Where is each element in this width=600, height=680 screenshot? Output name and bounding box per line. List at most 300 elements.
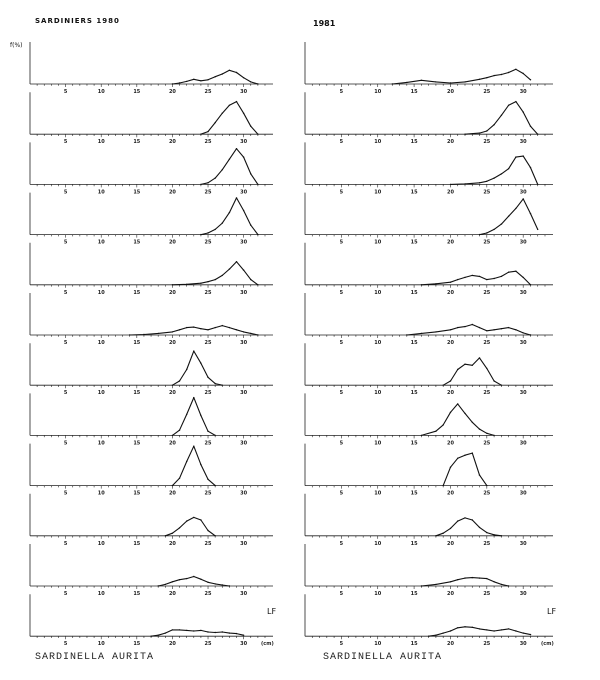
x-tick-label: 15 [410,540,418,547]
x-tick-label: 25 [483,440,491,447]
data-point [207,582,208,583]
x-tick-label: 10 [374,89,382,95]
lf-label: LF [267,607,277,617]
x-tick-label: 20 [446,540,454,547]
data-point [508,105,509,106]
data-point [222,73,223,74]
data-point [215,177,216,178]
frequency-curve [465,102,538,135]
data-point [193,630,194,631]
data-point [179,329,180,330]
data-point [515,156,516,157]
data-point [508,216,509,217]
data-point [172,435,173,436]
data-point [530,126,531,127]
data-point [250,81,251,82]
data-point [179,478,180,479]
x-tick-label: 25 [483,189,491,196]
x-tick-label: 10 [97,440,105,447]
data-point [200,363,201,364]
data-point [472,422,473,423]
unit-label: (cm) [261,641,274,648]
data-point [508,628,509,629]
data-point [179,380,180,381]
data-point [200,630,201,631]
data-point [215,327,216,328]
data-point [530,167,531,168]
data-point [493,75,494,76]
frequency-curve [443,358,501,385]
data-point [464,455,465,456]
x-tick-label: 10 [374,289,382,296]
data-point [207,281,208,282]
x-tick-label: 15 [133,239,141,246]
x-tick-label: 10 [97,239,105,246]
data-point [486,433,487,434]
x-tick-label: 30 [519,390,527,397]
data-point [435,283,436,284]
data-point [143,334,144,335]
data-point [200,234,201,235]
x-tick-label: 10 [374,490,382,497]
data-point [250,225,251,226]
data-point [207,431,208,432]
x-tick-label: 10 [374,239,382,246]
data-point [464,577,465,578]
data-point [537,134,538,135]
data-point [450,380,451,381]
data-point [523,111,524,112]
data-point [443,632,444,633]
data-point [179,579,180,580]
data-point [229,632,230,633]
x-tick-label: 15 [410,89,418,95]
x-tick-label: 5 [339,591,344,597]
data-point [193,397,194,398]
data-point [236,148,237,149]
frequency-curve [172,446,215,485]
data-point [257,83,258,84]
data-point [186,520,187,521]
frequency-curve [172,262,258,285]
data-point [186,284,187,285]
data-point [515,69,516,70]
x-tick-label: 20 [168,540,176,547]
data-point [457,579,458,580]
data-point [186,630,187,631]
data-point [508,272,509,273]
x-tick-label: 10 [97,89,105,95]
x-tick-label: 25 [204,189,212,196]
data-point [215,229,216,230]
data-point [222,631,223,632]
x-tick-label: 10 [97,641,105,648]
data-point [435,81,436,82]
data-point [486,368,487,369]
data-point [450,282,451,283]
x-tick-label: 30 [519,591,527,597]
data-point [493,229,494,230]
data-point [457,627,458,628]
x-tick-label: 5 [63,239,68,246]
x-tick-label: 30 [240,540,248,547]
data-point [421,80,422,81]
x-tick-label: 20 [168,591,176,597]
x-tick-label: 20 [446,289,454,296]
x-tick-label: 5 [339,641,344,648]
frequency-curve [392,69,530,84]
x-tick-label: 25 [204,390,212,397]
data-point [523,277,524,278]
x-tick-label: 30 [519,139,527,146]
data-point [165,535,166,536]
data-point [472,627,473,628]
data-point [486,330,487,331]
data-point [435,331,436,332]
data-point [523,198,524,199]
data-point [229,212,230,213]
x-tick-label: 5 [63,390,68,397]
x-tick-label: 20 [446,239,454,246]
data-point [236,261,237,262]
y-axis-label: f(%) [10,42,23,49]
x-tick-label: 20 [168,340,176,346]
data-point [243,269,244,270]
x-tick-label: 5 [339,440,344,447]
x-tick-label: 10 [97,289,105,296]
data-point [215,76,216,77]
x-tick-label: 10 [97,540,105,547]
x-tick-label: 25 [483,490,491,497]
x-tick-label: 20 [168,189,176,196]
data-point [257,134,258,135]
data-point [200,519,201,520]
x-tick-label: 25 [204,239,212,246]
x-tick-label: 5 [339,139,344,146]
data-point [406,82,407,83]
data-point [508,585,509,586]
frequency-curve [421,578,508,586]
data-point [229,585,230,586]
data-point [236,72,237,73]
x-tick-label: 25 [204,139,212,146]
data-point [207,479,208,480]
data-point [479,474,480,475]
data-point [207,182,208,183]
data-point [450,184,451,185]
x-tick-label: 15 [410,239,418,246]
x-tick-label: 15 [410,641,418,648]
frequency-curve [201,198,258,235]
lf-label: LF [547,607,557,617]
x-tick-label: 5 [63,591,68,597]
right-species-label: SARDINELLA AURITA [323,652,443,663]
data-point [250,126,251,127]
data-point [493,380,494,381]
data-point [443,533,444,534]
x-tick-label: 10 [374,390,382,397]
x-tick-label: 15 [410,139,418,146]
data-point [472,577,473,578]
data-point [421,333,422,334]
data-point [421,435,422,436]
data-point [486,485,487,486]
data-point [530,334,531,335]
x-tick-label: 20 [446,189,454,196]
data-point [179,527,180,528]
x-tick-label: 5 [63,641,68,648]
x-tick-label: 20 [446,89,454,95]
x-tick-label: 5 [63,289,68,296]
x-tick-label: 10 [97,490,105,497]
data-point [464,183,465,184]
x-tick-label: 15 [133,340,141,346]
data-point [186,369,187,370]
data-point [450,412,451,413]
data-point [172,533,173,534]
data-point [186,461,187,462]
data-point [443,485,444,486]
data-point [464,134,465,135]
x-tick-label: 5 [339,189,344,196]
x-tick-label: 15 [133,139,141,146]
data-point [207,631,208,632]
data-point [172,331,173,332]
data-point [457,403,458,404]
x-tick-label: 30 [240,490,248,497]
data-point [537,229,538,230]
data-point [179,430,180,431]
x-tick-label: 30 [240,591,248,597]
data-point [501,584,502,585]
data-point [243,635,244,636]
data-point [200,283,201,284]
data-point [443,424,444,425]
data-point [523,73,524,74]
data-point [229,70,230,71]
frequency-curve [443,453,487,486]
x-tick-label: 25 [204,89,212,95]
data-point [530,284,531,285]
x-tick-label: 30 [519,89,527,95]
x-tick-label: 15 [133,591,141,597]
x-tick-label: 30 [240,289,248,296]
x-tick-label: 20 [168,390,176,397]
data-point [486,629,487,630]
data-point [250,173,251,174]
data-point [486,279,487,280]
data-point [236,197,237,198]
data-point [479,327,480,328]
data-point [428,636,429,637]
x-tick-label: 30 [240,641,248,648]
x-tick-label: 5 [339,89,344,95]
data-point [215,583,216,584]
x-tick-label: 30 [519,189,527,196]
data-point [486,532,487,533]
x-tick-label: 10 [374,139,382,146]
data-point [172,581,173,582]
data-point [450,630,451,631]
frequency-curve [436,518,502,536]
data-point [406,334,407,335]
x-tick-label: 10 [97,139,105,146]
data-point [215,383,216,384]
x-tick-label: 20 [168,440,176,447]
data-point [257,184,258,185]
x-tick-label: 15 [133,490,141,497]
data-point [464,626,465,627]
x-tick-label: 20 [168,490,176,497]
data-point [186,414,187,415]
data-point [207,79,208,80]
x-tick-label: 30 [519,440,527,447]
data-point [172,629,173,630]
x-tick-label: 5 [63,189,68,196]
data-point [236,633,237,634]
data-point [464,413,465,414]
data-point [464,81,465,82]
data-point [435,431,436,432]
x-tick-label: 25 [483,239,491,246]
data-point [421,284,422,285]
data-point [537,184,538,185]
data-point [257,234,258,235]
data-point [493,630,494,631]
data-point [450,82,451,83]
data-point [229,327,230,328]
left-species-label: SARDINELLA AURITA [35,652,155,663]
x-tick-label: 15 [133,390,141,397]
data-point [215,632,216,633]
data-point [493,329,494,330]
data-point [523,632,524,633]
data-point [530,79,531,80]
data-point [186,327,187,328]
data-point [179,82,180,83]
x-tick-label: 5 [339,239,344,246]
data-point [193,350,194,351]
frequency-curve [172,398,215,436]
data-point [472,452,473,453]
x-tick-label: 25 [483,139,491,146]
x-tick-label: 30 [240,89,248,95]
data-point [508,168,509,169]
x-tick-label: 5 [339,390,344,397]
data-point [179,629,180,630]
x-tick-label: 15 [410,189,418,196]
data-point [150,636,151,637]
x-tick-label: 10 [97,340,105,346]
frequency-curve [172,351,222,385]
x-tick-label: 5 [339,540,344,547]
data-point [450,329,451,330]
data-point [501,385,502,386]
data-point [243,77,244,78]
x-tick-label: 20 [446,390,454,397]
data-point [479,527,480,528]
x-tick-label: 5 [63,540,68,547]
x-tick-label: 5 [63,440,68,447]
x-tick-label: 25 [483,89,491,95]
data-point [515,271,516,272]
x-tick-label: 10 [374,641,382,648]
x-tick-label: 30 [240,440,248,447]
x-tick-label: 30 [240,139,248,146]
data-point [172,83,173,84]
data-point [193,79,194,80]
data-point [457,327,458,328]
data-point [243,331,244,332]
x-tick-label: 10 [374,440,382,447]
data-point [229,159,230,160]
x-tick-label: 20 [168,641,176,648]
x-tick-label: 25 [483,289,491,296]
x-tick-label: 15 [410,289,418,296]
x-tick-label: 25 [483,591,491,597]
frequency-curve [421,271,530,285]
x-tick-label: 10 [374,591,382,597]
left-panel-title: SARDINIERS 1980 [35,17,120,25]
data-point [207,232,208,233]
x-tick-label: 20 [446,591,454,597]
x-tick-label: 15 [133,641,141,648]
x-tick-label: 20 [446,641,454,648]
x-tick-label: 5 [339,340,344,346]
data-point [501,276,502,277]
data-point [464,326,465,327]
x-tick-label: 20 [446,340,454,346]
data-point [515,208,516,209]
x-tick-label: 30 [519,289,527,296]
x-tick-label: 20 [446,440,454,447]
data-point [172,284,173,285]
data-point [257,334,258,335]
data-point [207,377,208,378]
data-point [243,156,244,157]
data-point [515,630,516,631]
x-tick-label: 10 [374,540,382,547]
x-tick-label: 15 [410,490,418,497]
x-tick-label: 25 [204,490,212,497]
x-tick-label: 5 [63,89,68,95]
data-point [472,324,473,325]
data-point [508,72,509,73]
data-point [501,74,502,75]
data-point [479,276,480,277]
data-point [472,365,473,366]
data-point [193,517,194,518]
data-point [222,113,223,114]
x-tick-label: 25 [204,440,212,447]
data-point [257,284,258,285]
frequency-curve [158,577,229,587]
data-point [229,105,230,106]
x-tick-label: 30 [240,340,248,346]
data-point [207,530,208,531]
data-point [186,81,187,82]
data-point [508,327,509,328]
data-point [479,357,480,358]
data-point [450,528,451,529]
x-tick-label: 30 [519,490,527,497]
x-tick-label: 5 [63,490,68,497]
data-point [443,385,444,386]
data-point [222,222,223,223]
x-tick-label: 15 [133,540,141,547]
x-tick-label: 25 [204,591,212,597]
unit-label: (cm) [541,641,554,648]
